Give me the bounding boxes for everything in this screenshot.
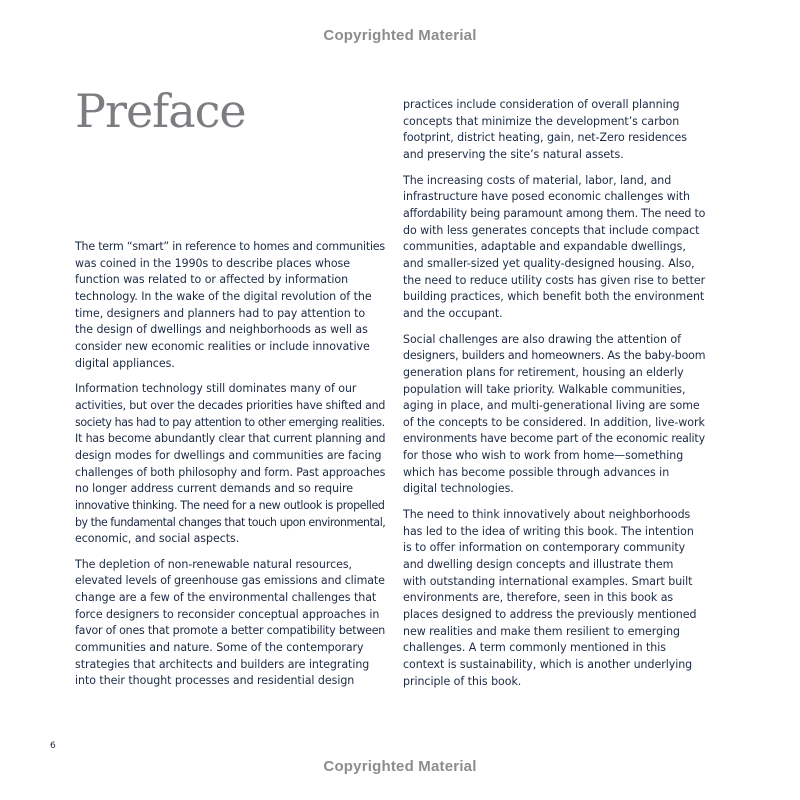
text-line: and preserving the site’s natural assets. <box>403 147 624 161</box>
text-line: change are a few of the environmental challenges that <box>75 591 377 605</box>
left-text-column <box>75 239 385 699</box>
text-line: function was related to or affected by information <box>75 273 349 287</box>
text-line: digital technologies. <box>403 482 514 496</box>
text-line: for those who wish to work from home—something <box>403 449 684 463</box>
right-text-column <box>403 97 705 699</box>
body-paragraph <box>403 507 705 690</box>
body-paragraph <box>403 332 705 499</box>
text-line: with outstanding international examples. Smart built <box>403 574 693 588</box>
text-line: was coined in the 1990s to describe places whose <box>75 256 351 270</box>
page-title: Preface <box>75 84 246 138</box>
text-line: into their thought processes and residential design <box>75 674 355 688</box>
text-line: consider new economic realities or include innovative <box>75 339 370 353</box>
text-line: Social challenges are also drawing the attention of <box>403 332 681 346</box>
text-line: no longer address current demands and so require <box>75 482 354 496</box>
text-line: footprint, district heating, gain, net-Zero residences <box>403 131 687 145</box>
text-line: innovative thinking. The need for a new outlook is propelled <box>75 498 385 512</box>
text-line: population will take priority. Walkable communities, <box>403 382 686 396</box>
text-line: context is sustainability, which is another underlying <box>403 658 693 671</box>
text-line: time, designers and planners had to pay attention to <box>75 306 366 320</box>
text-line: principle of this book. <box>403 674 522 688</box>
text-line: Information technology still dominates many of our <box>75 382 357 396</box>
text-line: activities, but over the decades priorities have shifted and <box>75 398 386 412</box>
text-line: challenges. A term commonly mentioned in this <box>403 641 666 655</box>
text-line: The increasing costs of material, labor, land, and <box>403 173 672 187</box>
text-line: force designers to reconsider conceptual approaches in <box>75 607 380 621</box>
text-line: and dwelling design concepts and illustrate them <box>403 558 674 572</box>
page-number: 6 <box>50 741 56 751</box>
text-line: by the fundamental changes that touch upon environmental, <box>75 515 386 529</box>
text-line: building practices, which benefit both the environment <box>403 290 705 304</box>
text-line: challenges of both philosophy and form. Past approaches <box>75 465 386 479</box>
text-line: communities, adaptable and expandable dwellings, <box>403 240 686 254</box>
text-line: elevated levels of greenhouse gas emissions and climate <box>75 574 385 588</box>
text-line: of the concepts to be considered. In addition, live-work <box>403 415 705 429</box>
body-paragraph <box>75 557 385 690</box>
text-line: the design of dwellings and neighborhoods as well as <box>75 323 368 337</box>
copyright-watermark-bottom: Copyrighted Material <box>323 758 477 775</box>
text-line: do with less generates concepts that include compact <box>403 223 700 237</box>
text-line: economic, and social aspects. <box>75 532 240 546</box>
text-line: generation plans for retirement, housing an elderly <box>403 365 684 379</box>
text-line: affordability being paramount among them. The need to <box>403 206 706 220</box>
text-line: environments are, therefore, seen in this book as <box>403 591 674 605</box>
text-line: infrastructure have posed economic challenges with <box>403 190 690 204</box>
text-line: design modes for dwellings and communities are facing <box>75 448 382 462</box>
text-line: designers, builders and homeowners. As the baby-boom <box>403 349 706 363</box>
text-line: The depletion of non-renewable natural resources, <box>75 557 353 571</box>
text-line: society has had to pay attention to other emerging realities. <box>75 415 385 429</box>
body-paragraph <box>403 173 705 323</box>
text-line: places designed to address the previously mentioned <box>403 608 697 622</box>
text-line: favor of ones that promote a better compatibility between <box>75 624 386 638</box>
copyright-watermark-top: Copyrighted Material <box>323 27 477 44</box>
text-line: strategies that architects and builders are integrating <box>75 657 370 671</box>
text-line: environments have become part of the economic reality <box>403 432 705 446</box>
text-line: is to offer information on contemporary community <box>403 541 686 555</box>
text-line: which has become possible through advances in <box>403 465 670 479</box>
text-line: The term “smart” in reference to homes and communities <box>75 240 385 253</box>
text-line: digital appliances. <box>75 356 175 370</box>
text-line: The need to think innovatively about neighborhoods <box>403 508 691 522</box>
text-line: the need to reduce utility costs has given rise to better <box>403 273 706 287</box>
text-line: It has become abundantly clear that current planning and <box>75 432 386 446</box>
text-line: concepts that minimize the development’s carbon <box>403 114 680 128</box>
text-line: aging in place, and multi-generational living are some <box>403 399 700 413</box>
text-line: and smaller-sized yet quality-designed housing. Also, <box>403 256 695 270</box>
text-line: and the occupant. <box>403 306 503 320</box>
text-line: technology. In the wake of the digital revolution of the <box>75 289 372 303</box>
body-paragraph <box>403 97 705 164</box>
text-line: has led to the idea of writing this book. The intention <box>403 524 694 538</box>
text-line: new realities and make them resilient to emerging <box>403 624 680 638</box>
text-line: practices include consideration of overall planning <box>403 98 680 111</box>
body-paragraph <box>75 381 385 548</box>
body-paragraph <box>75 239 385 372</box>
text-line: communities and nature. Some of the contemporary <box>75 641 364 655</box>
